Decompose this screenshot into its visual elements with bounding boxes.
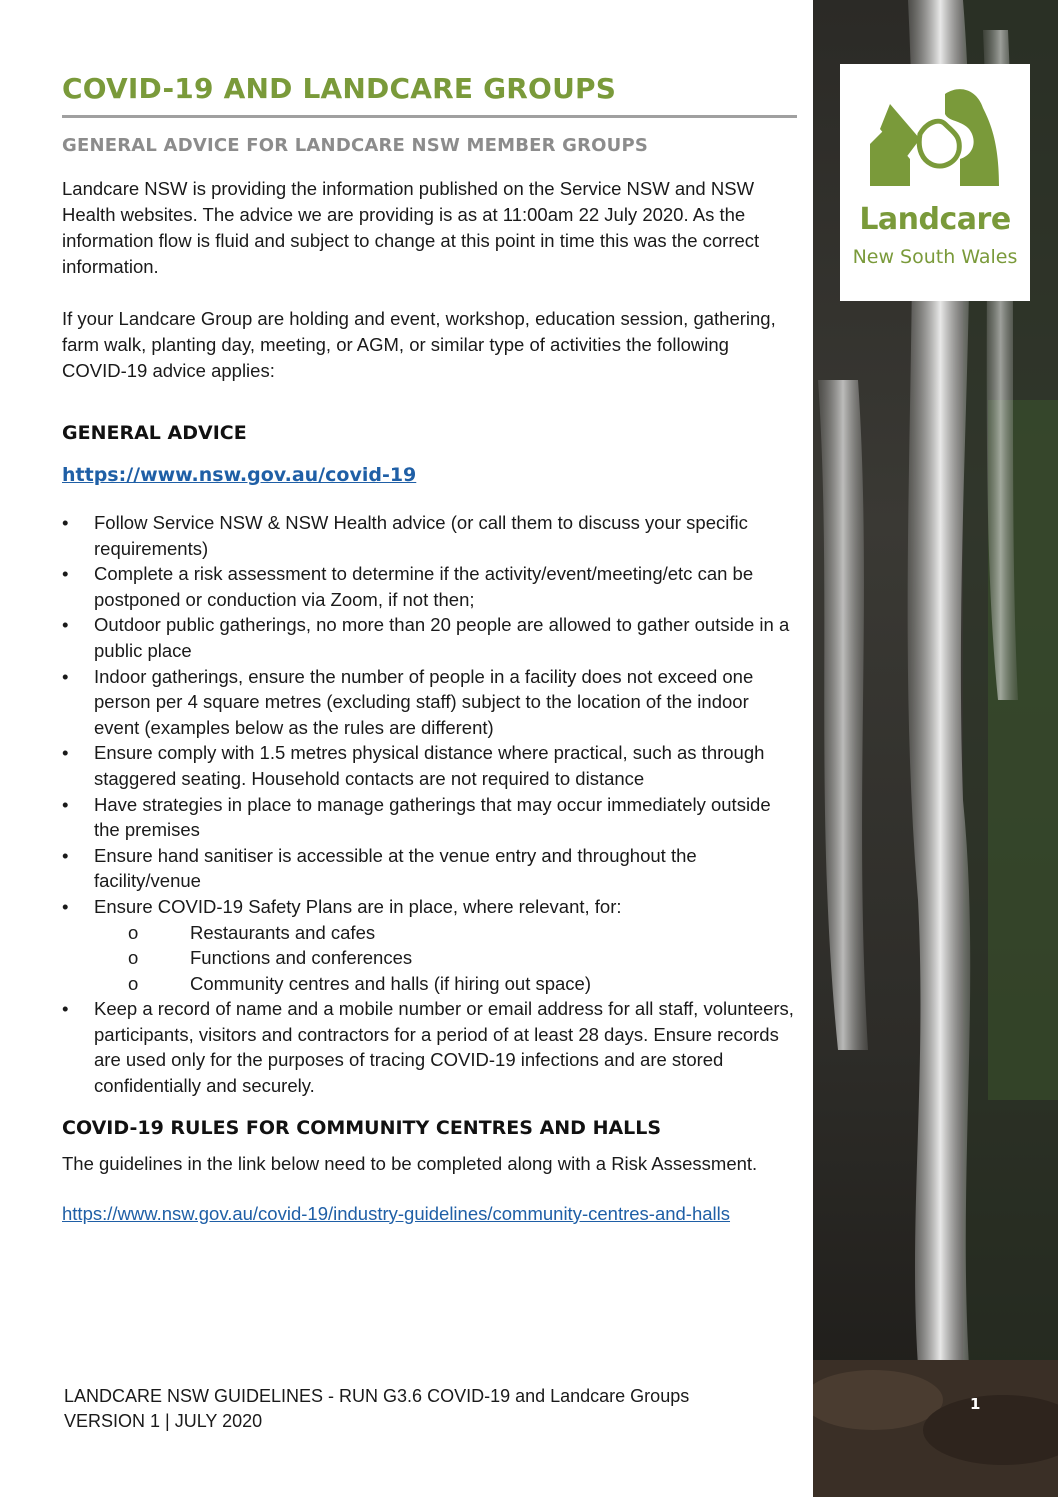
intro-paragraph: Landcare NSW is providing the information published on the Service NSW and NSW Health websites. The advice we are providing is as at 11:00am 22 July 2020. As the information flow is fluid and subject to change at this point in time this was the correct information.: [62, 178, 760, 277]
sub-list-item-text: Community centres and halls (if hiring out space): [190, 972, 592, 994]
list-item: [62, 561, 797, 612]
list-item-text: Ensure hand sanitiser is accessible at the venue entry and throughout the facility/venue: [94, 844, 697, 892]
sub-bullet-marker: o: [128, 921, 139, 943]
list-item: [62, 664, 797, 741]
landcare-logo: [840, 64, 1030, 301]
list-item: [62, 792, 797, 843]
document-body: [62, 72, 797, 1225]
document-title: COVID-19 AND LANDCARE GROUPS: [62, 72, 617, 105]
nsw-covid-link[interactable]: https://www.nsw.gov.au/covid-19: [62, 464, 417, 486]
rules-paragraph: The guidelines in the link below need to be completed along with a Risk Assessment.: [62, 1152, 758, 1174]
landcare-hands-australia-icon: [865, 84, 1005, 194]
sub-list-item: [94, 945, 797, 971]
list-item: [62, 894, 797, 996]
list-item-text: Have strategies in place to manage gatherings that may occur immediately outside the premises: [94, 793, 771, 841]
list-item-text: Ensure COVID-19 Safety Plans are in place, where relevant, for:: [94, 895, 622, 917]
footer-line-version: VERSION 1 | JULY 2020: [64, 1411, 263, 1431]
bullet-marker: •: [62, 742, 69, 764]
bullet-marker: •: [62, 895, 69, 917]
bullet-marker: •: [62, 563, 69, 585]
list-item: [62, 612, 797, 663]
activities-paragraph: If your Landcare Group are holding and event, workshop, education session, gathering, farm walk, planting day, meeting, or AGM, or similar type of activities the following COVID-19 advice applies:: [62, 308, 776, 381]
list-item-text: Follow Service NSW & NSW Health advice (or call them to discuss your specific requirements): [94, 512, 748, 559]
sub-bullet-marker: o: [128, 972, 139, 994]
list-item-text: Indoor gatherings, ensure the number of people in a facility does not exceed one person per 4 square metres (excluding staff) subject to the location of the indoor event (examples below as the rules are different): [94, 665, 754, 738]
community-centres-link[interactable]: https://www.nsw.gov.au/covid-19/industry-guidelines/community-centres-and-halls: [62, 1202, 731, 1224]
sub-bullet-marker: o: [128, 947, 139, 969]
sub-list-item-text: Restaurants and cafes: [190, 921, 376, 943]
safety-plan-sublist: [94, 920, 797, 997]
page-number: 1: [970, 1395, 981, 1413]
list-item: [62, 996, 797, 1098]
advice-list: [62, 510, 797, 1099]
list-item-text: Outdoor public gatherings, no more than 20 people are allowed to gather outside in a public place: [94, 614, 790, 661]
document-subtitle: GENERAL ADVICE FOR LANDCARE NSW MEMBER GROUPS: [62, 135, 649, 156]
logo-tagline: New South Wales: [852, 246, 1018, 268]
list-item: [62, 510, 797, 561]
sub-list-item: [94, 920, 797, 946]
bullet-marker: •: [62, 793, 69, 815]
bullet-marker: •: [62, 665, 69, 687]
bullet-marker: •: [62, 512, 69, 533]
general-advice-heading: GENERAL ADVICE: [62, 422, 247, 444]
bullet-marker: •: [62, 614, 69, 636]
list-item: [62, 843, 797, 894]
list-item: [62, 740, 797, 791]
bullet-marker: •: [62, 998, 69, 1020]
title-divider: [62, 115, 797, 118]
bullet-marker: •: [62, 844, 69, 866]
footer-line-guidelines: LANDCARE NSW GUIDELINES - RUN G3.6 COVID-19 and Landcare Groups: [64, 1386, 690, 1406]
list-item-text: Ensure comply with 1.5 metres physical distance where practical, such as through staggered seating. Household contacts are not required to distance: [94, 742, 765, 789]
list-item-text: Keep a record of name and a mobile number or email address for all staff, volunteers, participants, visitors and contractors for a period of at least 28 days. Ensure records are used only for the purposes of tracing COVID-19 infections and are stored confidentially and securely.: [94, 998, 794, 1097]
logo-wordmark: Landcare: [859, 202, 1011, 237]
sub-list-item-text: Functions and conferences: [190, 947, 413, 969]
community-centres-heading: COVID-19 RULES FOR COMMUNITY CENTRES AND HALLS: [62, 1116, 662, 1139]
page-footer: [64, 1384, 689, 1434]
sub-list-item: [94, 971, 797, 997]
list-item-text: Complete a risk assessment to determine if the activity/event/meeting/etc can be postponed or conduction via Zoom, if not then;: [94, 563, 754, 610]
